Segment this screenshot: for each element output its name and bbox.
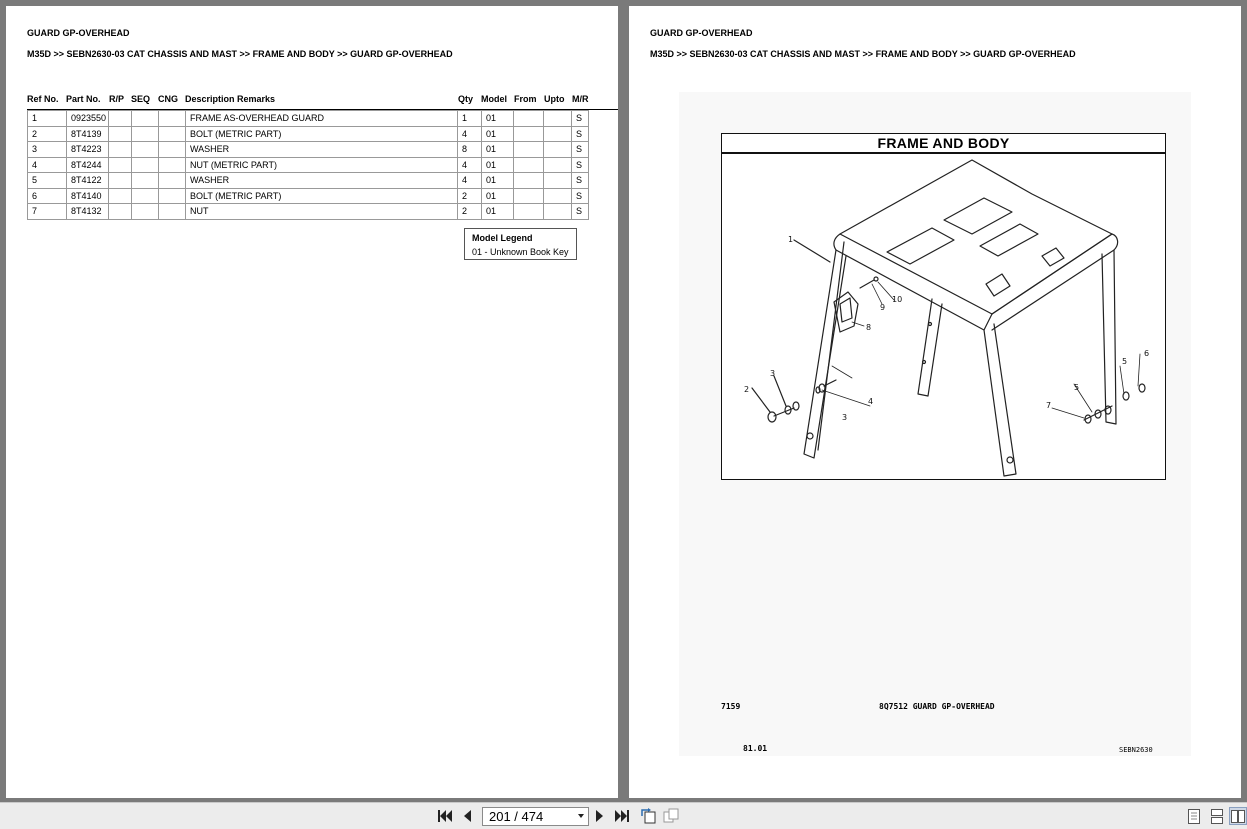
cell-from — [514, 157, 544, 173]
cell-upto — [544, 142, 572, 158]
cell-ref-no: 6 — [28, 188, 67, 204]
continuous-page-icon — [1211, 809, 1223, 824]
cell-qty: 4 — [458, 157, 482, 173]
cell-ref-no: 7 — [28, 204, 67, 220]
cell-model: 01 — [482, 142, 514, 158]
callout-7: 7 — [1046, 401, 1052, 410]
col-rp: R/P — [109, 94, 125, 104]
cell-cng — [159, 142, 186, 158]
rotate-button[interactable] — [639, 807, 657, 825]
parts-table — [27, 110, 589, 220]
cell-seq — [132, 188, 159, 204]
cell-ref-no: 3 — [28, 142, 67, 158]
page-indicator: 201 / 474 — [489, 809, 544, 824]
legend-title: Model Legend — [472, 233, 533, 243]
cell-qty: 4 — [458, 126, 482, 142]
cell-mr: S — [572, 173, 589, 189]
viewer-toolbar — [0, 802, 1247, 829]
cell-qty: 8 — [458, 142, 482, 158]
cell-mr: S — [572, 142, 589, 158]
cell-model: 01 — [482, 173, 514, 189]
table-row — [28, 157, 589, 173]
cell-ref-no: 1 — [28, 111, 67, 127]
overhead-guard-illustration — [722, 154, 1165, 479]
cell-upto — [544, 126, 572, 142]
cell-qty: 4 — [458, 173, 482, 189]
cell-qty: 2 — [458, 188, 482, 204]
cell-description: FRAME AS-OVERHEAD GUARD — [186, 111, 458, 127]
col-mr: M/R — [572, 94, 589, 104]
left-page — [6, 6, 618, 798]
table-header — [27, 94, 618, 110]
callout-2: 2 — [744, 385, 750, 394]
cell-cng — [159, 188, 186, 204]
legend-item: 01 - Unknown Book Key — [472, 247, 569, 257]
cell-rp — [109, 204, 132, 220]
figure-frame — [721, 133, 1166, 480]
cell-cng — [159, 173, 186, 189]
prev-page-icon — [463, 810, 471, 822]
model-legend — [464, 228, 577, 260]
parts-drawing — [679, 92, 1191, 756]
cell-seq — [132, 157, 159, 173]
cell-mr: S — [572, 204, 589, 220]
cell-from — [514, 188, 544, 204]
cell-ref-no: 2 — [28, 126, 67, 142]
fit-page-button[interactable] — [662, 807, 680, 825]
cell-description: WASHER — [186, 142, 458, 158]
cell-upto — [544, 188, 572, 204]
last-page-icon — [615, 810, 629, 822]
cell-part-no: 8T4122 — [67, 173, 109, 189]
cell-mr: S — [572, 188, 589, 204]
cell-from — [514, 142, 544, 158]
table-row — [28, 204, 589, 220]
cell-upto — [544, 157, 572, 173]
next-page-icon — [596, 810, 604, 822]
cell-part-no: 8T4132 — [67, 204, 109, 220]
chevron-down-icon — [578, 814, 584, 818]
cell-upto — [544, 204, 572, 220]
callout-8: 8 — [866, 323, 872, 332]
cell-part-no: 0923550 — [67, 111, 109, 127]
last-page-button[interactable] — [613, 807, 631, 825]
cell-cng — [159, 204, 186, 220]
callout-4: 4 — [868, 397, 874, 406]
cell-rp — [109, 173, 132, 189]
callout-6: 6 — [1144, 349, 1150, 358]
callout-5b: 5 — [1074, 383, 1080, 392]
cell-description: WASHER — [186, 173, 458, 189]
col-part: Part No. — [66, 94, 101, 104]
table-row — [28, 126, 589, 142]
callout-3b: 3 — [842, 413, 848, 422]
cell-qty: 2 — [458, 204, 482, 220]
cell-seq — [132, 173, 159, 189]
cell-description: NUT — [186, 204, 458, 220]
figure-doc-number: SEBN2630 — [1119, 746, 1153, 754]
fit-icon — [663, 808, 679, 824]
col-desc: Description Remarks — [185, 94, 276, 104]
next-page-button[interactable] — [591, 807, 609, 825]
cell-cng — [159, 126, 186, 142]
prev-page-button[interactable] — [458, 807, 476, 825]
cell-mr: S — [572, 111, 589, 127]
two-page-icon — [1231, 810, 1245, 823]
cell-description: NUT (METRIC PART) — [186, 157, 458, 173]
table-row — [28, 142, 589, 158]
table-row — [28, 188, 589, 204]
continuous-view-button[interactable] — [1208, 807, 1226, 825]
col-upto: Upto — [544, 94, 565, 104]
col-from: From — [514, 94, 537, 104]
two-page-view-button[interactable] — [1229, 807, 1247, 825]
cell-seq — [132, 126, 159, 142]
cell-model: 01 — [482, 157, 514, 173]
cell-description: BOLT (METRIC PART) — [186, 126, 458, 142]
page-title: GUARD GP-OVERHEAD — [650, 28, 753, 38]
callout-3a: 3 — [770, 369, 776, 378]
cell-upto — [544, 173, 572, 189]
figure-code: 7159 — [721, 702, 741, 711]
callout-1: 1 — [788, 235, 794, 244]
cell-model: 01 — [482, 204, 514, 220]
cell-rp — [109, 111, 132, 127]
callout-5a: 5 — [1122, 357, 1128, 366]
table-row — [28, 173, 589, 189]
callout-9: 9 — [880, 303, 886, 312]
cell-from — [514, 111, 544, 127]
breadcrumb: M35D >> SEBN2630-03 CAT CHASSIS AND MAST >> FRAME AND BODY >> GUARD GP-OVERHEAD — [650, 49, 1076, 59]
cell-cng — [159, 157, 186, 173]
first-page-button[interactable] — [436, 807, 454, 825]
col-cng: CNG — [158, 94, 178, 104]
figure-page-number: 81.01 — [743, 744, 768, 753]
cell-part-no: 8T4223 — [67, 142, 109, 158]
cell-seq — [132, 204, 159, 220]
figure-caption: 8Q7512 GUARD GP-OVERHEAD — [879, 702, 995, 711]
single-page-icon — [1188, 809, 1200, 824]
page-title: GUARD GP-OVERHEAD — [27, 28, 130, 38]
cell-seq — [132, 142, 159, 158]
cell-from — [514, 126, 544, 142]
right-page — [629, 6, 1241, 798]
cell-model: 01 — [482, 188, 514, 204]
cell-seq — [132, 111, 159, 127]
col-ref: Ref No. — [27, 94, 59, 104]
cell-model: 01 — [482, 111, 514, 127]
cell-description: BOLT (METRIC PART) — [186, 188, 458, 204]
cell-ref-no: 5 — [28, 173, 67, 189]
cell-from — [514, 204, 544, 220]
cell-rp — [109, 142, 132, 158]
cell-model: 01 — [482, 126, 514, 142]
cell-part-no: 8T4244 — [67, 157, 109, 173]
cell-rp — [109, 157, 132, 173]
page-number-input[interactable] — [482, 807, 589, 826]
cell-rp — [109, 188, 132, 204]
cell-mr: S — [572, 126, 589, 142]
cell-ref-no: 4 — [28, 157, 67, 173]
col-qty: Qty — [458, 94, 474, 104]
cell-part-no: 8T4139 — [67, 126, 109, 142]
cell-cng — [159, 111, 186, 127]
table-row — [28, 111, 589, 127]
rotate-icon — [640, 808, 656, 824]
breadcrumb: M35D >> SEBN2630-03 CAT CHASSIS AND MAST >> FRAME AND BODY >> GUARD GP-OVERHEAD — [27, 49, 453, 59]
cell-rp — [109, 126, 132, 142]
col-model: Model — [481, 94, 507, 104]
cell-upto — [544, 111, 572, 127]
cell-part-no: 8T4140 — [67, 188, 109, 204]
figure-header: FRAME AND BODY — [722, 134, 1165, 154]
single-page-view-button[interactable] — [1185, 807, 1203, 825]
callout-10: 10 — [892, 295, 903, 304]
col-seq: SEQ — [131, 94, 151, 104]
cell-from — [514, 173, 544, 189]
first-page-icon — [438, 810, 452, 822]
cell-qty: 1 — [458, 111, 482, 127]
cell-mr: S — [572, 157, 589, 173]
